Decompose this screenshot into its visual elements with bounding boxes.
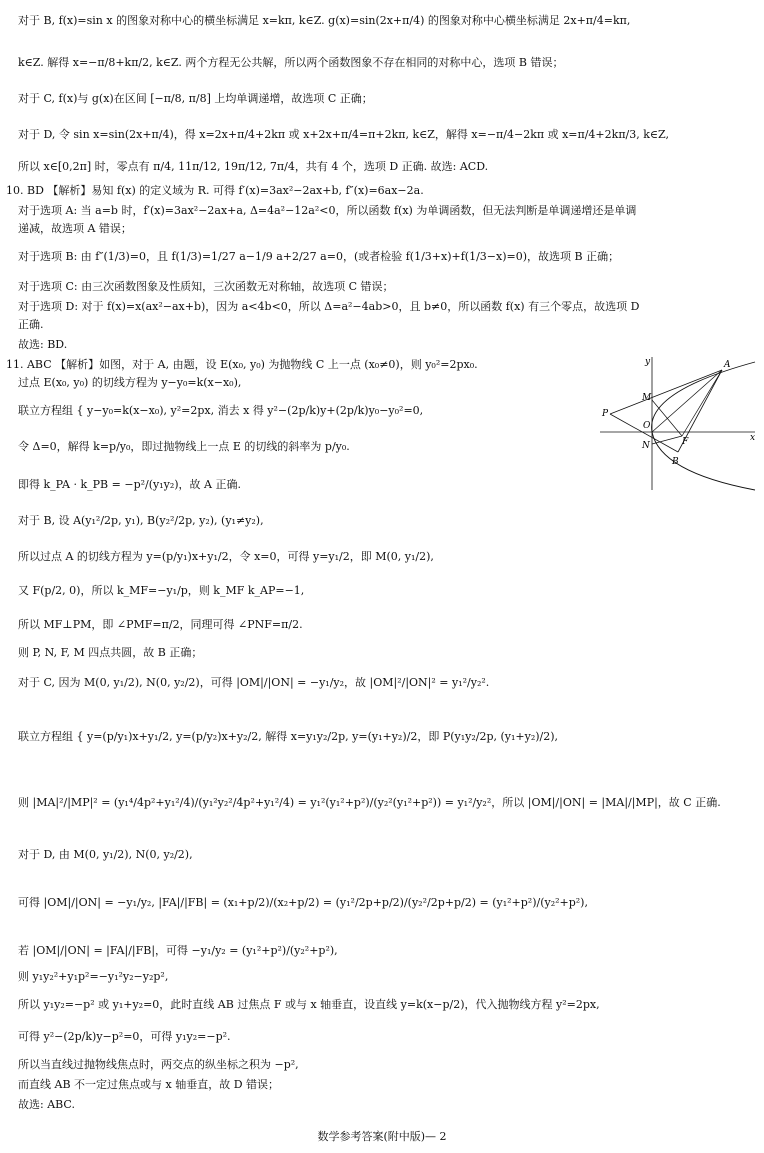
text-line: 令 Δ=0，解得 k=p/y₀，即过抛物线上一点 E 的切线的斜率为 p/y₀.: [18, 440, 350, 453]
parabola-figure: [600, 352, 760, 492]
text-line: 所以 x∈[0,2π] 时，零点有 π/4, 11π/12, 19π/12, 7π/4，共有 4 个，选项 D 正确. 故选: ACD.: [18, 160, 489, 173]
text-line: 对于 D, 令 sin x=sin(2x+π/4)，得 x=2x+π/4+2kπ 或 x+2x+π/4=π+2kπ, k∈Z，解得 x=−π/4−2kπ 或 x=π/4+2kπ/3, k∈Z,: [18, 128, 669, 141]
label-A: A: [724, 360, 731, 370]
label-y: y: [645, 357, 651, 367]
page-footer: 数学参考答案(附中版)— 2: [317, 1130, 447, 1143]
text-line: 则 y₁y₂²+y₁p²=−y₁²y₂−y₂p²,: [18, 970, 169, 983]
label-F: F: [682, 437, 689, 447]
label-x: x: [750, 433, 756, 443]
label-B: B: [672, 457, 679, 467]
text-line: 对于 B, 设 A(y₁²/2p, y₁), B(y₂²/2p, y₂), (y₁≠y₂),: [18, 514, 264, 527]
text-line: 可得 y²−(2p/k)y−p²=0，可得 y₁y₂=−p².: [18, 1030, 231, 1043]
label-M: M: [642, 393, 652, 403]
text-line: k∈Z. 解得 x=−π/8+kπ/2, k∈Z. 两个方程无公共解，所以两个函数图象不存在相同的对称中心，选项 B 错误；: [18, 56, 564, 69]
text-line: 故选: ABC.: [18, 1098, 75, 1111]
text-line: 即得 k_PA · k_PB = −p²/(y₁y₂)，故 A 正确.: [18, 478, 241, 491]
parabola-curve: [652, 362, 755, 490]
text-line: 对于 C, f(x)与 g(x)在区间 [−π/8, π/8] 上均单调递增，故选项 C 正确；: [18, 92, 373, 105]
text-line: 则 |MA|²/|MP|² = (y₁⁴/4p²+y₁²/4)/(y₁²y₂²/4p²+y₁²/4) = y₁²(y₁²+p²)/(y₂²(y₁²+p²)) = y₁²/y₂²，所以 |OM|/|ON| = |MA|/|MP|，故 C 正确.: [18, 796, 721, 809]
text-line: 所以过点 A 的切线方程为 y=(p/y₁)x+y₁/2，令 x=0，可得 y=y₁/2，即 M(0, y₁/2),: [18, 550, 434, 563]
label-N: N: [642, 441, 650, 451]
text-line: 11. ABC 【解析】如图，对于 A, 由题，设 E(x₀, y₀) 为抛物线 C 上一点 (x₀≠0)，则 y₀²=2px₀.: [6, 358, 478, 371]
text-line: 故选: BD.: [18, 338, 68, 351]
text-line: 过点 E(x₀, y₀) 的切线方程为 y−y₀=k(x−x₀),: [18, 376, 242, 389]
text-line: 对于选项 D: 对于 f(x)=x(ax²−ax+b)，因为 a<4b<0，所以 Δ=a²−4ab>0，且 b≠0，所以函数 f(x) 有三个零点，故选项 D: [18, 300, 640, 313]
text-line: 联立方程组 { y=(p/y₁)x+y₁/2, y=(p/y₂)x+y₂/2, 解得 x=y₁y₂/2p, y=(y₁+y₂)/2，即 P(y₁y₂/2p, (y₁+y₂)/2),: [18, 730, 559, 743]
text-line: 所以 MF⊥PM，即 ∠PMF=π/2，同理可得 ∠PNF=π/2.: [18, 618, 303, 631]
text-line: 对于选项 B: 由 f″(1/3)=0，且 f(1/3)=1/27 a−1/9 a+2/27 a=0，(或者检验 f(1/3+x)+f(1/3−x)=0)，故选项 B 正确；: [18, 250, 620, 263]
line-OA: [652, 370, 722, 432]
line-MF: [652, 400, 682, 436]
text-line: 对于 B, f(x)=sin x 的图象对称中心的横坐标满足 x=kπ, k∈Z. g(x)=sin(2x+π/4) 的图象对称中心横坐标满足 2x+π/4=kπ,: [18, 14, 631, 27]
text-line: 正确.: [18, 318, 44, 331]
text-line: 对于选项 C: 由三次函数图象及性质知，三次函数无对称轴，故选项 C 错误；: [18, 280, 394, 293]
text-line: 10. BD 【解析】易知 f(x) 的定义域为 R. 可得 f′(x)=3ax²−2ax+b, f″(x)=6ax−2a.: [6, 184, 424, 197]
label-O: O: [643, 421, 651, 431]
text-line: 对于 D, 由 M(0, y₁/2), N(0, y₂/2),: [18, 848, 193, 861]
line-PA: [610, 370, 722, 414]
label-P: P: [602, 409, 609, 419]
text-line: 而直线 AB 不一定过焦点或与 x 轴垂直，故 D 错误；: [18, 1078, 280, 1091]
text-line: 递减，故选项 A 错误；: [18, 222, 132, 235]
text-line: 对于 C, 因为 M(0, y₁/2), N(0, y₂/2)，可得 |OM|/|ON| = −y₁/y₂，故 |OM|²/|ON|² = y₁²/y₂².: [18, 676, 490, 689]
text-line: 所以当直线过抛物线焦点时，两交点的纵坐标之积为 −p²,: [18, 1058, 299, 1071]
text-line: 所以 y₁y₂=−p² 或 y₁+y₂=0，此时直线 AB 过焦点 F 或与 x 轴垂直，设直线 y=k(x−p/2)，代入抛物线方程 y²=2px,: [18, 998, 600, 1011]
text-line: 则 P, N, F, M 四点共圆，故 B 正确；: [18, 646, 203, 659]
text-line: 又 F(p/2, 0)，所以 k_MF=−y₁/p，则 k_MF k_AP=−1,: [18, 584, 305, 597]
text-line: 若 |OM|/|ON| = |FA|/|FB|，可得 −y₁/y₂ = (y₁²+p²)/(y₂²+p²),: [18, 944, 338, 957]
text-line: 联立方程组 { y−y₀=k(x−x₀), y²=2px, 消去 x 得 y²−(2p/k)y+(2p/k)y₀−y₀²=0,: [18, 404, 424, 417]
text-line: 对于选项 A: 当 a=b 时，f′(x)=3ax²−2ax+a, Δ=4a²−12a²<0，所以函数 f(x) 为单调函数，但无法判断是单调递增还是单调: [18, 204, 637, 217]
text-line: 可得 |OM|/|ON| = −y₁/y₂, |FA|/|FB| = (x₁+p/2)/(x₂+p/2) = (y₁²/2p+p/2)/(y₂²/2p+p/2) = (y₁²+p²)/(y₂²+p²),: [18, 896, 588, 909]
